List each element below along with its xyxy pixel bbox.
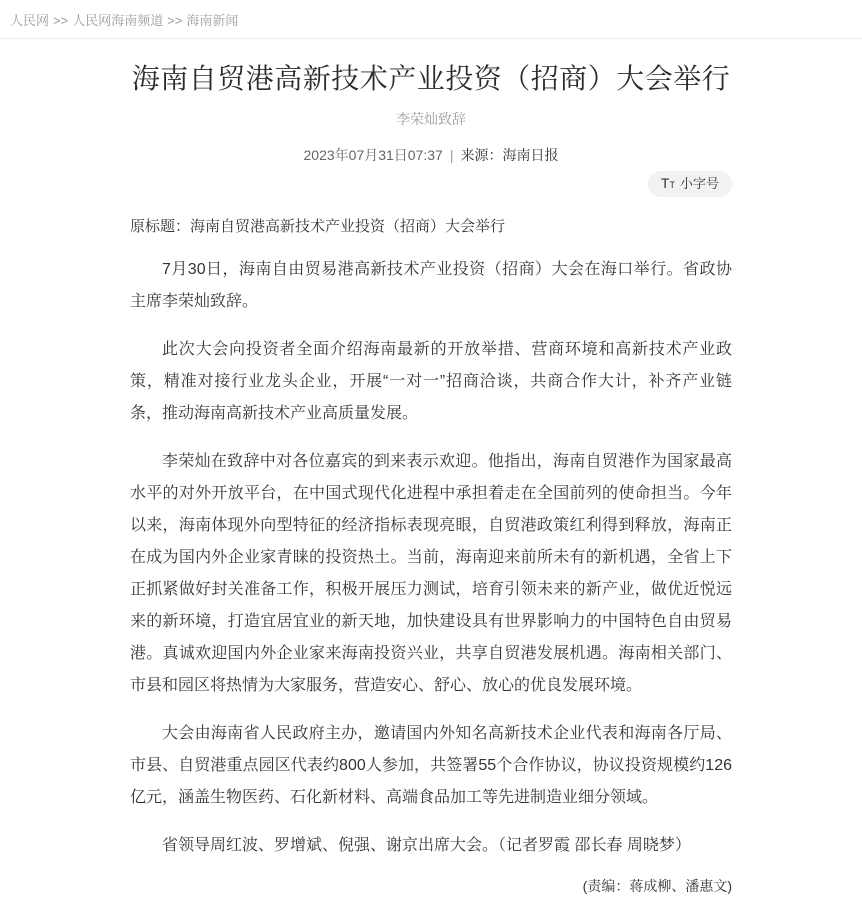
font-size-icon: T T (660, 175, 675, 191)
article-body (130, 254, 732, 862)
publish-date: 2023年07月31日07:37 (303, 147, 443, 163)
breadcrumb-separator: >> (53, 13, 69, 28)
breadcrumb-separator: >> (167, 13, 183, 28)
article-toolbar (130, 171, 732, 197)
article (130, 39, 732, 912)
breadcrumb (0, 0, 862, 39)
article-paragraph: 大会由海南省人民政府主办，邀请国内外知名高新技术企业代表和海南各厅局、市县、自贸港重点园区代表约800人参加，共签署55个合作协议，协议投资规模约126亿元，涵盖生物医药、石化新材料、高端食品加工等先进制造业细分领域。 (130, 725, 732, 806)
breadcrumb-link-hainan-news[interactable]: 海南新闻 (186, 13, 239, 28)
article-paragraph: 此次大会向投资者全面介绍海南最新的开放举措、营商环境和高新技术产业政策，精准对接行业龙头企业，开展“一对一”招商洽谈，共商合作大计，补齐产业链条，推动海南高新技术产业高质量发展。 (130, 341, 732, 422)
article-subtitle: 李荣灿致辞 (396, 111, 466, 127)
original-title: 原标题：海南自贸港高新技术产业投资（招商）大会举行 (130, 218, 506, 235)
article-paragraph: 7月30日，海南自由贸易港高新技术产业投资（招商）大会在海口举行。省政协主席李荣灿致辞。 (130, 261, 732, 310)
article-paragraph: 李荣灿在致辞中对各位嘉宾的到来表示欢迎。他指出，海南自贸港作为国家最高水平的对外开放平台，在中国式现代化进程中承担着走在全国前列的使命担当。今年以来，海南体现外向型特征的经济指标表现亮眼，自贸港政策红利得到释放，海南正在成为国内外企业家青睐的投资热土。当前，海南迎来前所未有的新机遇，全省上下正抓紧做好封关准备工作，积极开展压力测试，培育引领未来的新产业，做优近悦远来的新环境，打造宜居宜业的新天地，加快建设具有世界影响力的中国特色自由贸易港。真诚欢迎国内外企业家来海南投资兴业，共享自贸港发展机遇。海南相关部门、市县和园区将热情为大家服务，营造安心、舒心、放心的优良发展环境。 (130, 453, 732, 694)
meta-divider: | (449, 147, 454, 163)
font-size-label: 小字号 (679, 176, 719, 191)
font-size-button[interactable] (648, 171, 732, 197)
article-title: 海南自贸港高新技术产业投资（招商）大会举行 (131, 63, 731, 94)
article-meta (130, 146, 732, 164)
breadcrumb-link-hainan-channel[interactable]: 人民网海南频道 (72, 13, 164, 28)
article-source: 来源：海南日报 (460, 147, 559, 163)
editor-note: (责编：蒋成柳、潘惠文) (582, 878, 732, 894)
breadcrumb-link-peoples-daily[interactable]: 人民网 (10, 13, 50, 28)
article-paragraph: 省领导周红波、罗增斌、倪强、谢京出席大会。（记者罗霞 邵长春 周晓梦） (162, 837, 691, 854)
